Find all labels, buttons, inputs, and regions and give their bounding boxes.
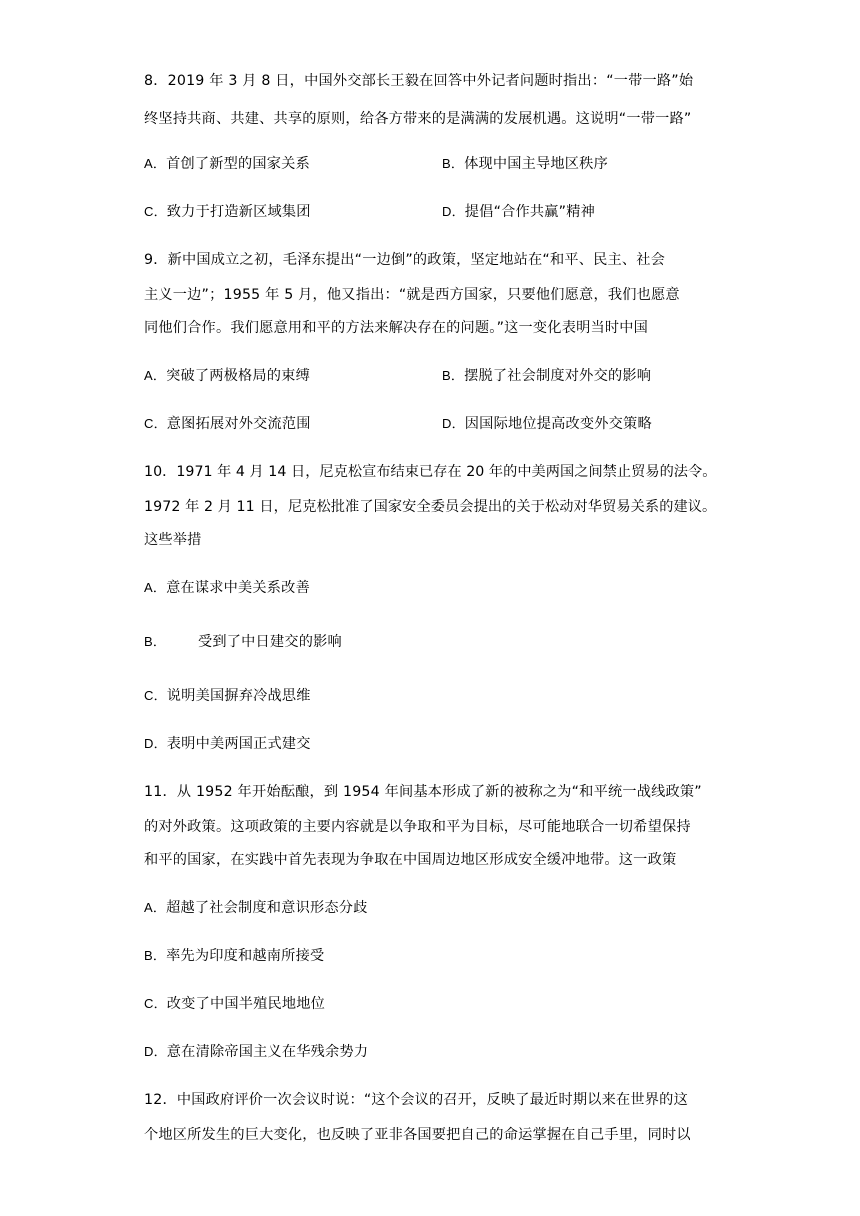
option-text: 表明中美两国正式建交: [166, 736, 311, 752]
question-8-option-d[interactable]: [442, 202, 595, 222]
question-11-option-b[interactable]: [144, 946, 324, 966]
option-text: 体现中国主导地区秩序: [464, 156, 608, 172]
option-letter: D．: [144, 736, 167, 751]
option-letter: C．: [144, 688, 167, 703]
option-letter: B．: [144, 634, 167, 649]
option-letter: B．: [442, 368, 465, 383]
question-8-option-c[interactable]: [144, 202, 311, 222]
option-text: 摆脱了社会制度对外交的影响: [464, 368, 652, 384]
option-text: 意在谋求中美关系改善: [166, 580, 310, 596]
option-text: 致力于打造新区域集团: [166, 204, 311, 220]
option-text: 意在清除帝国主义在华残余势力: [166, 1044, 369, 1060]
question-11-option-a[interactable]: [144, 898, 368, 918]
option-letter: D．: [442, 416, 465, 431]
option-letter: C．: [144, 204, 167, 219]
question-9-option-b[interactable]: [442, 366, 651, 386]
option-letter: B．: [144, 948, 167, 963]
question-9-stem-line: 主义一边”；1955 年 5 月，他又指出：“就是西方国家，只要他们愿意，我们也愿意: [144, 287, 680, 303]
question-11-stem-line: 的对外政策。这项政策的主要内容就是以争取和平为目标，尽可能地联合一切希望保持: [144, 819, 691, 835]
question-8-option-a[interactable]: [144, 154, 310, 174]
option-letter: D．: [144, 1044, 167, 1059]
option-text: 因国际地位提高改变外交策略: [464, 416, 652, 432]
question-10-stem-line: 10．1971 年 4 月 14 日，尼克松宣布结束已存在 20 年的中美两国之间禁止贸易的法令。: [144, 464, 717, 480]
question-9-stem-line: 9．新中国成立之初，毛泽东提出“一边倒”的政策，坚定地站在“和平、民主、社会: [144, 252, 666, 268]
question-9-option-c[interactable]: [144, 414, 311, 434]
question-10-option-a[interactable]: [144, 578, 310, 598]
question-10-option-d[interactable]: [144, 734, 311, 754]
option-letter: A．: [144, 900, 167, 915]
option-letter: A．: [144, 580, 167, 595]
question-11-option-c[interactable]: [144, 994, 325, 1014]
question-9-option-a[interactable]: [144, 366, 310, 386]
question-10-option-c[interactable]: [144, 686, 311, 706]
question-10-stem-line: 1972 年 2 月 11 日，尼克松批准了国家安全委员会提出的关于松动对华贸易关系的建议。: [144, 499, 717, 515]
option-letter: A．: [144, 368, 167, 383]
option-letter: A．: [144, 156, 167, 171]
option-letter: C．: [144, 996, 167, 1011]
question-8-stem-line: 8．2019 年 3 月 8 日，中国外交部长王毅在回答中外记者问题时指出：“一带一路”始: [144, 73, 694, 89]
option-text: 突破了两极格局的束缚: [166, 368, 310, 384]
option-text: 受到了中日建交的影响: [198, 634, 342, 650]
question-10-option-b[interactable]: [144, 632, 342, 652]
question-9-stem-line: 同他们合作。我们愿意用和平的方法来解决存在的问题。”这一变化表明当时中国: [144, 320, 649, 336]
question-10-stem-line: 这些举措: [144, 532, 202, 548]
option-text: 率先为印度和越南所接受: [166, 948, 325, 964]
option-text: 首创了新型的国家关系: [166, 156, 310, 172]
question-12-stem-line: 个地区所发生的巨大变化，也反映了亚非各国要把自己的命运掌握在自己手里，同时以: [144, 1127, 691, 1143]
question-8-option-b[interactable]: [442, 154, 608, 174]
option-text: 改变了中国半殖民地地位: [166, 996, 326, 1012]
option-text: 超越了社会制度和意识形态分歧: [166, 900, 368, 916]
question-11-stem-line: 11．从 1952 年开始酝酿，到 1954 年间基本形成了新的被称之为“和平统一战线政策”: [144, 784, 702, 800]
option-letter: C．: [144, 416, 167, 431]
option-text: 意图拓展对外交流范围: [166, 416, 311, 432]
option-letter: D．: [442, 204, 465, 219]
question-9-option-d[interactable]: [442, 414, 652, 434]
question-8-stem-line: 终坚持共商、共建、共享的原则，给各方带来的是满满的发展机遇。这说明“一带一路”: [144, 111, 692, 127]
question-11-option-d[interactable]: [144, 1042, 368, 1062]
question-12-stem-line: 12．中国政府评价一次会议时说：“这个会议的召开，反映了最近时期以来在世界的这: [144, 1092, 688, 1108]
option-letter: B．: [442, 156, 465, 171]
option-text: 提倡“合作共赢”精神: [464, 204, 595, 220]
question-11-stem-line: 和平的国家，在实践中首先表现为争取在中国周边地区形成安全缓冲地带。这一政策: [144, 852, 677, 868]
option-text: 说明美国摒弃冷战思维: [166, 688, 311, 704]
